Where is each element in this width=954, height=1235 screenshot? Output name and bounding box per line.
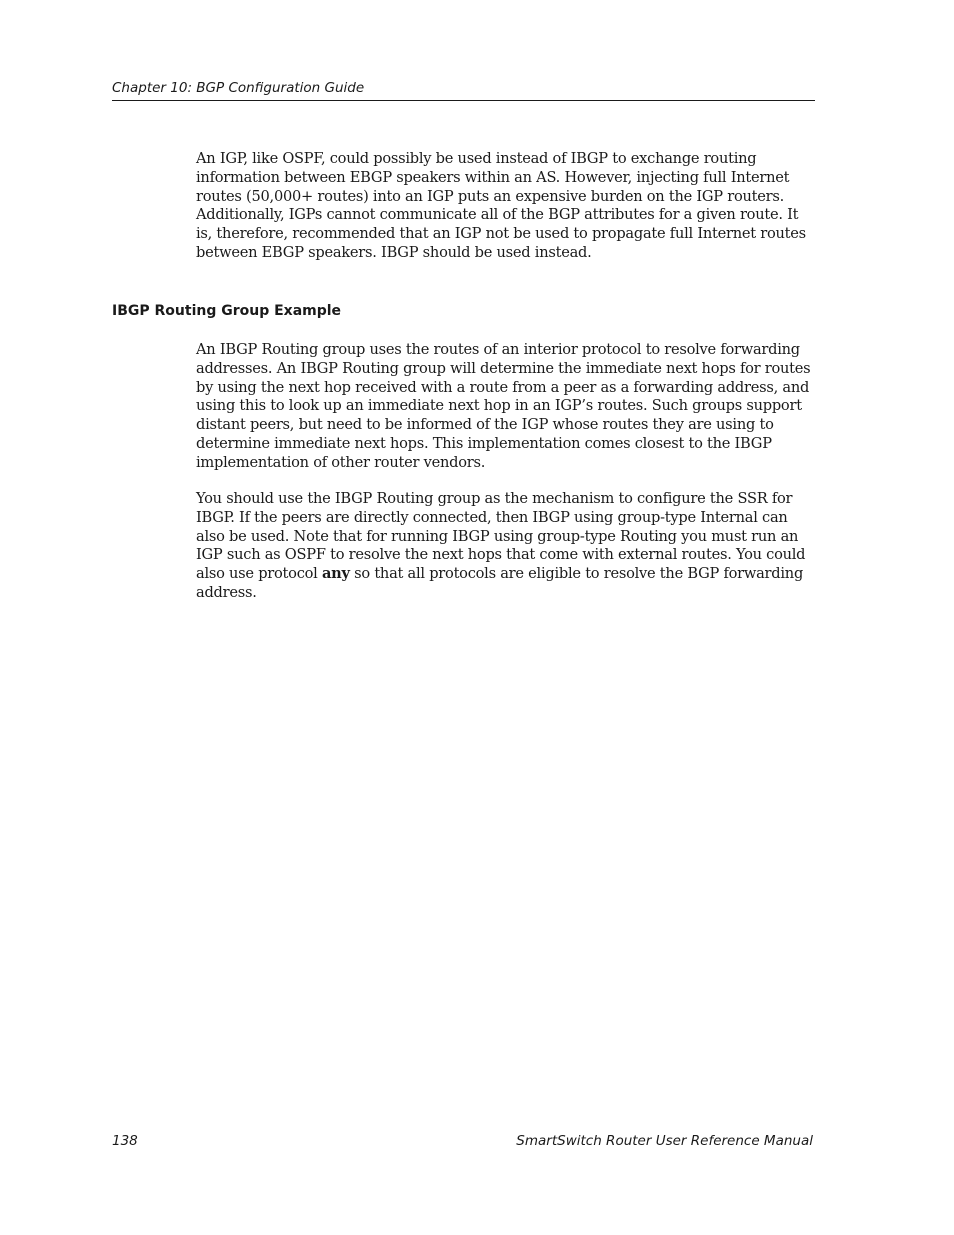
protocol-any-keyword: any	[321, 565, 350, 583]
running-header	[112, 79, 815, 101]
paragraph-2-text-before: You should use the IBGP Routing group as the mechanism to configure the SSR for IBGP. If the peers are directly connected, then IBGP using group-type Internal can also be used. Note that for running IBGP using group-type Routing you must run an IGP such as OSPF to resolve the next hops that come with external routes. You could also use protocol	[196, 490, 806, 583]
intro-paragraph-block	[196, 150, 815, 263]
paragraph-2-text-after: so that all protocols are eligible to resolve the BGP forwarding address.	[196, 565, 804, 601]
chapter-title: Chapter 10: BGP Configuration Guide	[112, 80, 365, 96]
manual-title: SmartSwitch Router User Reference Manual	[516, 1133, 813, 1149]
intro-paragraph: An IGP, like OSPF, could possibly be used instead of IBGP to exchange routing information between EBGP speakers within an AS. However, injecting full Internet routes (50,000+ routes) into an IGP puts an expensive burden on the IGP routers. Additionally, IGPs cannot communicate all of the BGP attributes for a given route. It is, therefore, recommended that an IGP not be used to propagate full Internet routes between EBGP speakers. IBGP should be used instead.	[196, 150, 806, 261]
section-paragraph-2	[196, 490, 815, 603]
section-paragraph-1-block	[196, 341, 815, 473]
section-heading: IBGP Routing Group Example	[112, 303, 342, 319]
section-paragraph-1: An IBGP Routing group uses the routes of an interior protocol to resolve forwarding addresses. An IBGP Routing group will determine the immediate next hops for routes by using the next hop received with a route from a peer as a forwarding address, and using this to look up an immediate next hop in an IGP’s routes. Such groups support distant peers, but need to be informed of the IGP whose routes they are using to determine immediate next hops. This implementation comes closest to the IBGP implementation of other router vendors.	[196, 341, 811, 471]
section-paragraph-2-block	[196, 490, 815, 603]
page-number: 138	[112, 1133, 138, 1149]
